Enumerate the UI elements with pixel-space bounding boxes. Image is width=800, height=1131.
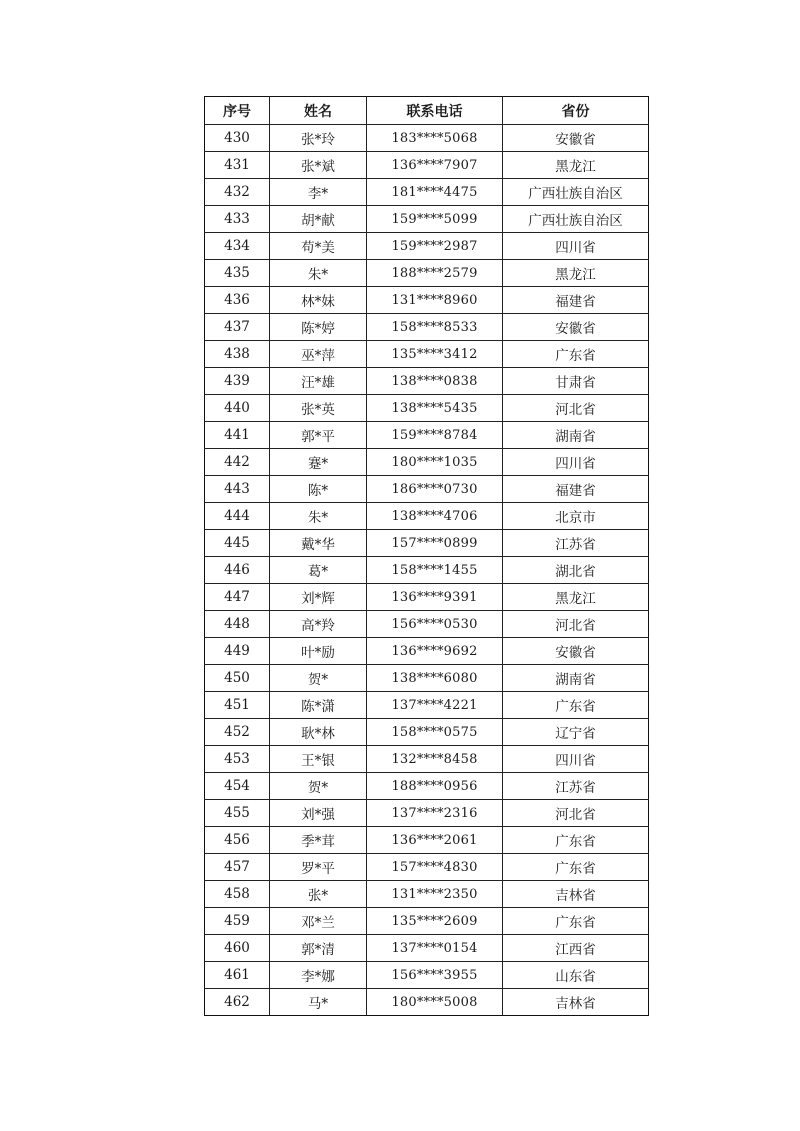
cell-phone: 180****5008: [367, 989, 503, 1016]
cell-phone: 158****1455: [367, 557, 503, 584]
header-index: 序号: [205, 97, 270, 125]
table-row: [205, 665, 649, 692]
cell-province: 黑龙江: [503, 584, 649, 611]
cell-index: 431: [205, 152, 270, 179]
table-row: [205, 881, 649, 908]
cell-name: 张*玲: [270, 125, 367, 152]
cell-province: 安徽省: [503, 125, 649, 152]
cell-province: 吉林省: [503, 989, 649, 1016]
cell-phone: 157****0899: [367, 530, 503, 557]
cell-province: 黑龙江: [503, 260, 649, 287]
cell-phone: 158****0575: [367, 719, 503, 746]
cell-province: 湖南省: [503, 665, 649, 692]
cell-index: 454: [205, 773, 270, 800]
table-row: [205, 773, 649, 800]
cell-province: 黑龙江: [503, 152, 649, 179]
cell-phone: 136****2061: [367, 827, 503, 854]
table-row: [205, 584, 649, 611]
cell-phone: 136****9692: [367, 638, 503, 665]
cell-index: 432: [205, 179, 270, 206]
cell-name: 蹇*: [270, 449, 367, 476]
cell-name: 汪*雄: [270, 368, 367, 395]
cell-phone: 159****5099: [367, 206, 503, 233]
table-row: [205, 179, 649, 206]
cell-name: 郭*平: [270, 422, 367, 449]
table-row: [205, 962, 649, 989]
table-row: [205, 800, 649, 827]
cell-index: 448: [205, 611, 270, 638]
cell-name: 胡*献: [270, 206, 367, 233]
cell-phone: 137****2316: [367, 800, 503, 827]
cell-phone: 131****2350: [367, 881, 503, 908]
table-row: [205, 935, 649, 962]
cell-name: 张*斌: [270, 152, 367, 179]
cell-phone: 188****2579: [367, 260, 503, 287]
cell-name: 戴*华: [270, 530, 367, 557]
cell-name: 高*羚: [270, 611, 367, 638]
cell-name: 王*银: [270, 746, 367, 773]
cell-index: 446: [205, 557, 270, 584]
roster-table: [204, 96, 649, 1016]
table-row: [205, 125, 649, 152]
cell-name: 陈*: [270, 476, 367, 503]
cell-index: 456: [205, 827, 270, 854]
cell-province: 广东省: [503, 341, 649, 368]
cell-name: 李*: [270, 179, 367, 206]
cell-phone: 181****4475: [367, 179, 503, 206]
cell-province: 江苏省: [503, 773, 649, 800]
cell-index: 439: [205, 368, 270, 395]
cell-province: 广东省: [503, 908, 649, 935]
cell-index: 453: [205, 746, 270, 773]
cell-index: 435: [205, 260, 270, 287]
table-body: [205, 125, 649, 1016]
table-row: [205, 827, 649, 854]
cell-province: 吉林省: [503, 881, 649, 908]
cell-province: 河北省: [503, 611, 649, 638]
table-row: [205, 989, 649, 1016]
cell-index: 452: [205, 719, 270, 746]
table-row: [205, 719, 649, 746]
cell-phone: 188****0956: [367, 773, 503, 800]
cell-index: 443: [205, 476, 270, 503]
cell-name: 陈*潇: [270, 692, 367, 719]
cell-phone: 136****9391: [367, 584, 503, 611]
cell-index: 441: [205, 422, 270, 449]
cell-index: 438: [205, 341, 270, 368]
cell-name: 叶*励: [270, 638, 367, 665]
cell-name: 贺*: [270, 665, 367, 692]
cell-province: 四川省: [503, 746, 649, 773]
cell-index: 445: [205, 530, 270, 557]
cell-name: 耿*林: [270, 719, 367, 746]
cell-phone: 136****7907: [367, 152, 503, 179]
cell-name: 郭*清: [270, 935, 367, 962]
cell-phone: 132****8458: [367, 746, 503, 773]
cell-name: 陈*婷: [270, 314, 367, 341]
cell-index: 455: [205, 800, 270, 827]
cell-name: 季*茸: [270, 827, 367, 854]
cell-province: 甘肃省: [503, 368, 649, 395]
cell-name: 刘*辉: [270, 584, 367, 611]
cell-name: 刘*强: [270, 800, 367, 827]
cell-phone: 158****8533: [367, 314, 503, 341]
cell-name: 张*英: [270, 395, 367, 422]
cell-name: 马*: [270, 989, 367, 1016]
cell-phone: 131****8960: [367, 287, 503, 314]
cell-province: 辽宁省: [503, 719, 649, 746]
table-row: [205, 530, 649, 557]
cell-province: 福建省: [503, 476, 649, 503]
cell-name: 林*妹: [270, 287, 367, 314]
cell-province: 四川省: [503, 233, 649, 260]
cell-index: 458: [205, 881, 270, 908]
cell-phone: 137****0154: [367, 935, 503, 962]
cell-phone: 159****2987: [367, 233, 503, 260]
cell-index: 440: [205, 395, 270, 422]
cell-index: 433: [205, 206, 270, 233]
table-row: [205, 611, 649, 638]
table-row: [205, 908, 649, 935]
table-row: [205, 233, 649, 260]
table-row: [205, 287, 649, 314]
cell-index: 451: [205, 692, 270, 719]
cell-province: 四川省: [503, 449, 649, 476]
cell-province: 广西壮族自治区: [503, 179, 649, 206]
table-row: [205, 395, 649, 422]
table-row: [205, 368, 649, 395]
cell-name: 张*: [270, 881, 367, 908]
cell-index: 461: [205, 962, 270, 989]
table-row: [205, 557, 649, 584]
cell-index: 444: [205, 503, 270, 530]
cell-province: 安徽省: [503, 314, 649, 341]
cell-phone: 138****6080: [367, 665, 503, 692]
cell-index: 460: [205, 935, 270, 962]
cell-province: 湖南省: [503, 422, 649, 449]
cell-index: 442: [205, 449, 270, 476]
cell-province: 北京市: [503, 503, 649, 530]
cell-index: 447: [205, 584, 270, 611]
cell-phone: 157****4830: [367, 854, 503, 881]
header-row: [205, 97, 649, 125]
cell-province: 广东省: [503, 692, 649, 719]
header-province: 省份: [503, 97, 649, 125]
cell-province: 广东省: [503, 854, 649, 881]
cell-phone: 159****8784: [367, 422, 503, 449]
table-row: [205, 746, 649, 773]
table-row: [205, 692, 649, 719]
cell-phone: 138****0838: [367, 368, 503, 395]
cell-province: 河北省: [503, 800, 649, 827]
cell-index: 457: [205, 854, 270, 881]
header-name: 姓名: [270, 97, 367, 125]
cell-name: 邓*兰: [270, 908, 367, 935]
cell-province: 福建省: [503, 287, 649, 314]
cell-phone: 138****4706: [367, 503, 503, 530]
cell-index: 450: [205, 665, 270, 692]
cell-phone: 135****3412: [367, 341, 503, 368]
cell-province: 广东省: [503, 827, 649, 854]
table-row: [205, 341, 649, 368]
table-row: [205, 503, 649, 530]
cell-phone: 156****3955: [367, 962, 503, 989]
table-row: [205, 854, 649, 881]
cell-index: 449: [205, 638, 270, 665]
cell-phone: 137****4221: [367, 692, 503, 719]
cell-province: 山东省: [503, 962, 649, 989]
cell-index: 436: [205, 287, 270, 314]
cell-index: 459: [205, 908, 270, 935]
cell-phone: 183****5068: [367, 125, 503, 152]
cell-index: 434: [205, 233, 270, 260]
cell-province: 安徽省: [503, 638, 649, 665]
cell-index: 430: [205, 125, 270, 152]
cell-province: 广西壮族自治区: [503, 206, 649, 233]
table-row: [205, 476, 649, 503]
cell-name: 李*娜: [270, 962, 367, 989]
cell-name: 朱*: [270, 503, 367, 530]
cell-phone: 156****0530: [367, 611, 503, 638]
cell-index: 462: [205, 989, 270, 1016]
cell-name: 朱*: [270, 260, 367, 287]
cell-phone: 186****0730: [367, 476, 503, 503]
cell-province: 江苏省: [503, 530, 649, 557]
cell-name: 巫*萍: [270, 341, 367, 368]
header-phone: 联系电话: [367, 97, 503, 125]
table-row: [205, 449, 649, 476]
cell-phone: 180****1035: [367, 449, 503, 476]
cell-name: 罗*平: [270, 854, 367, 881]
table-row: [205, 314, 649, 341]
table-row: [205, 638, 649, 665]
cell-phone: 138****5435: [367, 395, 503, 422]
table-row: [205, 206, 649, 233]
cell-province: 湖北省: [503, 557, 649, 584]
table-row: [205, 260, 649, 287]
table-row: [205, 152, 649, 179]
cell-name: 苟*美: [270, 233, 367, 260]
table-row: [205, 422, 649, 449]
cell-name: 贺*: [270, 773, 367, 800]
cell-province: 江西省: [503, 935, 649, 962]
cell-province: 河北省: [503, 395, 649, 422]
cell-index: 437: [205, 314, 270, 341]
cell-name: 葛*: [270, 557, 367, 584]
cell-phone: 135****2609: [367, 908, 503, 935]
